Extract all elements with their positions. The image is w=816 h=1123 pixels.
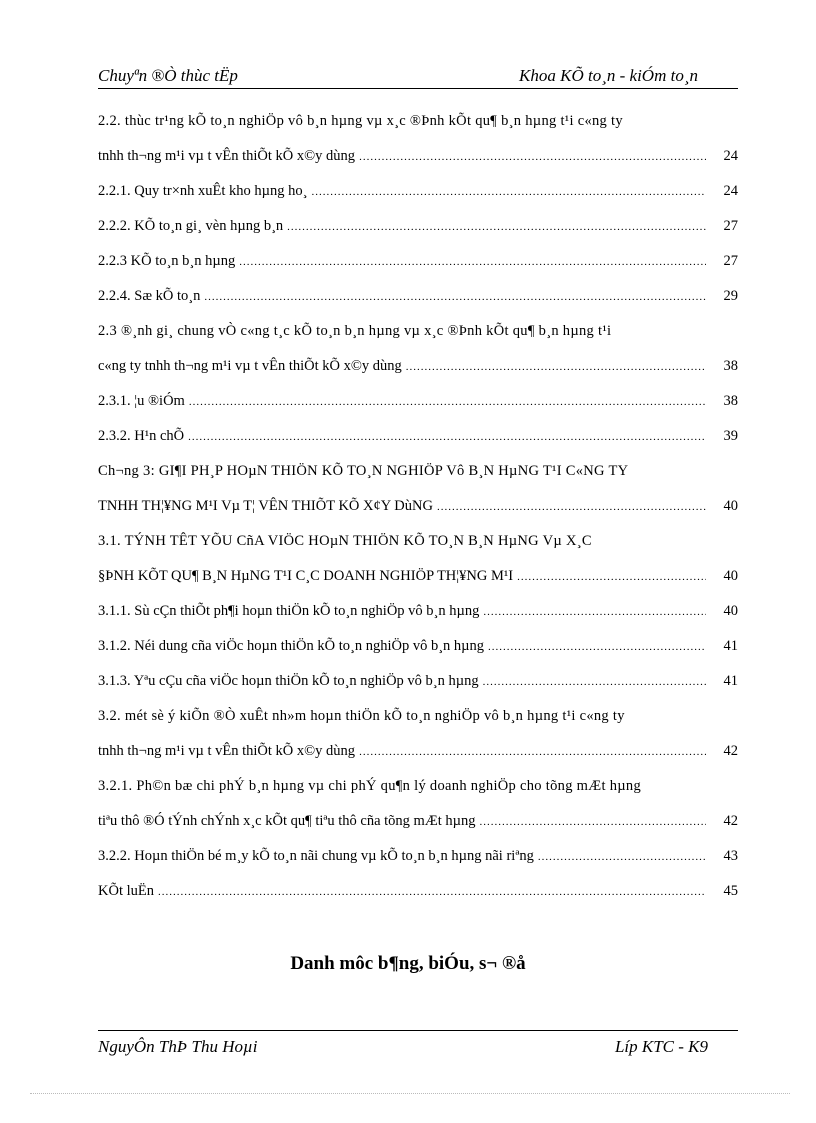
header-department: Khoa KÕ to¸n - kiÓm to¸n xyxy=(519,66,698,85)
page-footer xyxy=(98,1030,738,1061)
page-header xyxy=(98,64,738,89)
toc-page-number: 45 xyxy=(723,883,738,899)
toc-entry xyxy=(98,108,738,178)
footer-class: Líp KTC - K9 xyxy=(614,1037,708,1056)
toc-page-number: 27 xyxy=(723,218,738,234)
toc-entry xyxy=(98,878,738,913)
toc-entry-line-with-page xyxy=(98,668,738,703)
toc-dot-leader xyxy=(239,249,706,275)
toc-entry-text: 2.2.2. KÕ to¸n gi¸ vèn hµng b¸n xyxy=(98,218,284,234)
toc-dot-leader xyxy=(287,214,706,240)
toc-entry-line-with-page xyxy=(98,213,738,248)
toc-entry xyxy=(98,388,738,423)
toc-dot-leader xyxy=(359,144,706,170)
toc-entry-text: 2.2.3 KÕ to¸n b¸n hµng xyxy=(98,253,236,269)
toc-page-number: 40 xyxy=(723,498,738,514)
toc-entry-line-with-page xyxy=(98,388,738,423)
footer-author: NguyÔn ThÞ Thu Hoµi xyxy=(98,1037,258,1056)
toc-entry xyxy=(98,668,738,703)
toc-page-number: 42 xyxy=(723,743,738,759)
toc-entry xyxy=(98,703,738,773)
toc-dot-leader xyxy=(538,844,706,870)
toc-entry-text: §ÞNH KÕT QU¶ B¸N HµNG T¹I C¸C DOANH NGHIÖP TH¦¥NG M¹I xyxy=(98,568,514,584)
toc-entry xyxy=(98,213,738,248)
toc-entry-text: tnhh th¬ng m¹i vµ t vÊn thiÕt kÕ x©y dùng xyxy=(98,148,356,164)
toc-entry xyxy=(98,458,738,528)
toc-page-number: 40 xyxy=(723,603,738,619)
toc-entry xyxy=(98,178,738,213)
toc-page-number: 41 xyxy=(723,638,738,654)
toc-entry xyxy=(98,598,738,633)
toc-entry-text: 3.1. TÝNH TÊT YÕU CñA VIÖC HOµN THIÖN KÕ TO¸N B¸N HµNG Vµ X¸C xyxy=(98,533,592,549)
toc-dot-leader xyxy=(158,879,706,905)
toc-page-number: 41 xyxy=(723,673,738,689)
toc-entry-text: 3.1.1. Sù cÇn thiÕt ph¶i hoµn thiÖn kÕ to¸n nghiÖp vô b¸n hµng xyxy=(98,603,480,619)
toc-entry-text: 2.2. thùc tr¹ng kÕ to¸n nghiÖp vô b¸n hµng vµ x¸c ®Þnh kÕt qu¶ b¸n hµng t¹i c«ng ty xyxy=(98,113,623,129)
toc-dot-leader xyxy=(188,424,706,450)
toc-entry-text: 2.3.2. H¹n chÕ xyxy=(98,428,185,444)
toc-page-number: 42 xyxy=(723,813,738,829)
toc-entry-text: 2.3 ®¸nh gi¸ chung vÒ c«ng t¸c kÕ to¸n b¸n hµng vµ x¸c ®Þnh kÕt qu¶ b¸n hµng t¹i xyxy=(98,323,612,339)
section-title: Danh môc b¶ng, biÓu, s¬ ®å xyxy=(290,953,526,974)
toc-entry-line-with-page xyxy=(98,493,738,528)
toc-entry-text: 3.2. mét sè ý kiÕn ®Ò xuÊt nh»m hoµn thiÖn kÕ to¸n nghiÖp vô b¸n hµng t¹i c«ng ty xyxy=(98,708,625,724)
toc-entry-text: tnhh th¬ng m¹i vµ t vÊn thiÕt kÕ x©y dùng xyxy=(98,743,356,759)
table-of-contents xyxy=(98,108,738,913)
toc-page-number: 24 xyxy=(723,148,738,164)
page-bottom-rule xyxy=(30,1093,790,1094)
toc-entry-line-with-page xyxy=(98,633,738,668)
toc-entry-line-with-page xyxy=(98,843,738,878)
toc-entry-text: KÕt luËn xyxy=(98,883,154,899)
toc-dot-leader xyxy=(204,284,706,310)
toc-entry-text: 3.1.2. Néi dung cña viÖc hoµn thiÖn kÕ to¸n nghiÖp vô b¸n hµng xyxy=(98,638,485,654)
toc-entry-text: TNHH TH¦¥NG M¹I Vµ T¦ VÊN THIÕT KÕ X¢Y DùNG xyxy=(98,498,433,514)
toc-dot-leader xyxy=(488,634,706,660)
toc-entry-text: 3.2.2. Hoµn thiÖn bé m¸y kÕ to¸n nãi chung vµ kÕ to¸n b¸n hµng nãi riªng xyxy=(98,848,534,864)
toc-dot-leader xyxy=(437,494,706,520)
toc-entry-text: 2.2.1. Quy tr×nh xuÊt kho hµng ho¸ xyxy=(98,183,308,199)
toc-dot-leader xyxy=(189,389,706,415)
toc-entry-text: tiªu thô ®Ó tÝnh chÝnh x¸c kÕt qu¶ tiªu thô cña tõng mÆt hµng xyxy=(98,813,476,829)
toc-page-number: 38 xyxy=(723,358,738,374)
toc-entry-line-with-page xyxy=(98,808,738,843)
toc-dot-leader xyxy=(311,179,706,205)
toc-entry xyxy=(98,248,738,283)
toc-page-number: 40 xyxy=(723,568,738,584)
toc-entry-text: c«ng ty tnhh th¬ng m¹i vµ t vÊn thiÕt kÕ x©y dùng xyxy=(98,358,402,374)
toc-page-number: 39 xyxy=(723,428,738,444)
toc-entry-line-with-page xyxy=(98,598,738,633)
toc-entry xyxy=(98,843,738,878)
toc-entry-text: 2.2.4. Sæ kÕ to¸n xyxy=(98,288,201,304)
toc-page-number: 43 xyxy=(723,848,738,864)
toc-entry-text: Ch¬ng 3: GI¶I PH¸P HOµN THIÖN KÕ TO¸N NGHIÖP Vô B¸N HµNG T¹I C«NG TY xyxy=(98,463,629,479)
toc-entry xyxy=(98,283,738,318)
toc-entry-line-with-page xyxy=(98,738,738,773)
toc-entry-line-with-page xyxy=(98,178,738,213)
toc-entry xyxy=(98,318,738,388)
toc-page-number: 38 xyxy=(723,393,738,409)
toc-dot-leader xyxy=(359,739,706,765)
toc-entry-line-with-page xyxy=(98,248,738,283)
header-course-title: Chuyªn ®Ò thùc tËp xyxy=(98,66,238,85)
toc-entry xyxy=(98,423,738,458)
toc-dot-leader xyxy=(479,809,706,835)
toc-entry-text: 2.3.1. ¦u ®iÓm xyxy=(98,393,185,409)
toc-entry-line-with-page xyxy=(98,563,738,598)
toc-dot-leader xyxy=(406,354,706,380)
toc-entry-text: 3.1.3. Yªu cÇu cña viÖc hoµn thiÖn kÕ to¸n nghiÖp vô b¸n hµng xyxy=(98,673,479,689)
toc-dot-leader xyxy=(483,669,706,695)
toc-dot-leader xyxy=(517,564,706,590)
toc-page-number: 27 xyxy=(723,253,738,269)
toc-entry xyxy=(98,528,738,598)
toc-entry xyxy=(98,773,738,843)
toc-dot-leader xyxy=(483,599,706,625)
toc-entry-line-with-page xyxy=(98,143,738,178)
toc-entry-line-with-page xyxy=(98,423,738,458)
toc-entry-text: 3.2.1. Ph©n bæ chi phÝ b¸n hµng vµ chi phÝ qu¶n lý doanh nghiÖp cho tõng mÆt hµng xyxy=(98,778,642,794)
toc-entry xyxy=(98,633,738,668)
toc-page-number: 29 xyxy=(723,288,738,304)
toc-page-number: 24 xyxy=(723,183,738,199)
toc-entry-line-with-page xyxy=(98,878,738,913)
toc-entry-line-with-page xyxy=(98,353,738,388)
toc-entry-line-with-page xyxy=(98,283,738,318)
